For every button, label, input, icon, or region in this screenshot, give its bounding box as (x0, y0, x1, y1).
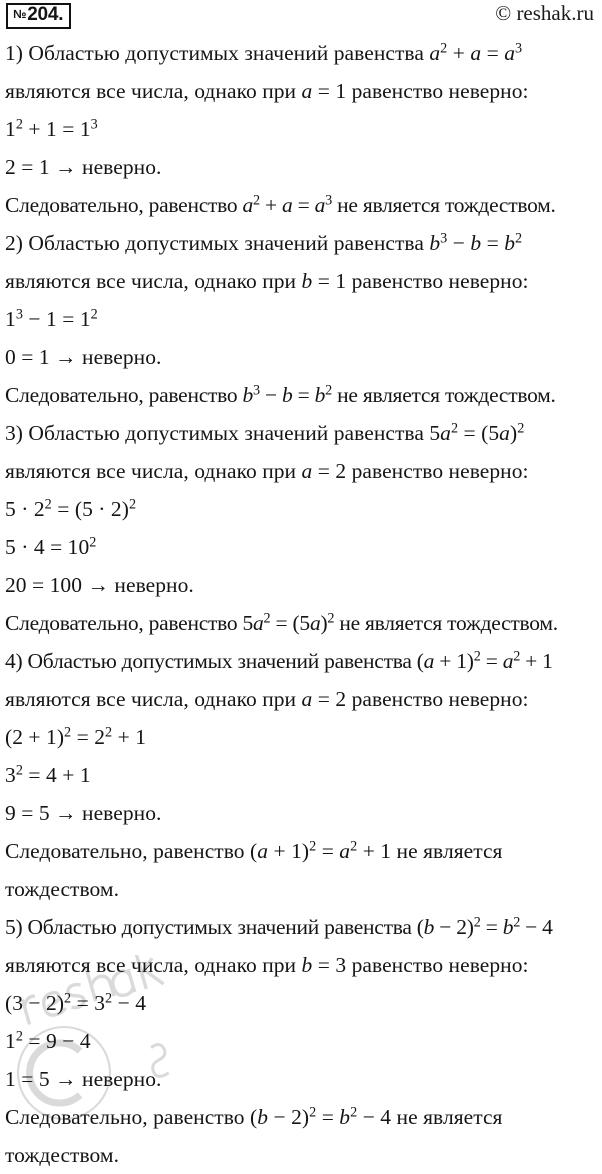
numero-sign: № (13, 7, 27, 21)
task-number-badge (6, 3, 71, 29)
solution-line: 2) Областью допустимых значений равенства $b^3 - b = b^2$ (5, 230, 523, 255)
solution-line: являются все числа, однако при a = 2 равенство неверно: (5, 459, 529, 483)
solution-line: 0 = 1 → неверно. (5, 345, 162, 369)
solution-line: $(2 + 1)^2 = 2^2 + 1$ (5, 724, 147, 749)
solution-line: 4) Областью допустимых значений равенства $(a + 1)^2 = a^2 + 1$ (5, 648, 553, 673)
solution-line: $3^2 = 4 + 1$ (5, 762, 91, 787)
solution-line: $1^3 - 1 = 1^2$ (5, 306, 98, 331)
copyright-notice: © reshak.ru (495, 1, 594, 25)
solution-line: 20 = 100 → неверно. (5, 573, 194, 597)
solution-line: 9 = 5 → неверно. (5, 801, 162, 825)
solution-line: Следовательно, равенство $b^3 - b = b^2$ не является тождеством. (5, 382, 556, 407)
solution-line: 1 = 5 → неверно. (5, 1067, 162, 1091)
page-header (0, 0, 602, 34)
solution-line: $5 \cdot 2^2 = (5 \cdot 2)^2$ (5, 496, 137, 521)
task-number: 204. (27, 4, 64, 25)
solution-body (0, 34, 602, 1174)
solution-line: являются все числа, однако при a = 2 равенство неверно: (5, 687, 529, 711)
solution-line: тождеством. (5, 1143, 120, 1167)
solution-line: являются все числа, однако при b = 1 равенство неверно: (5, 269, 529, 293)
solution-line: являются все числа, однако при a = 1 равенство неверно: (5, 79, 529, 103)
solution-line: $(3 - 2)^2 = 3^2 - 4$ (5, 990, 147, 1015)
solution-line: Следовательно, равенство $a^2 + a = a^3$ не является тождеством. (5, 192, 556, 217)
solution-line: Следовательно, равенство $5a^2 = (5a)^2$ не является тождеством. (5, 610, 558, 635)
solution-line: Следовательно, равенство $(a + 1)^2 = a^2 + 1$ не является (5, 838, 503, 863)
solution-line: $1^2 + 1 = 1^3$ (5, 116, 98, 141)
solution-line: $5 \cdot 4 = 10^2$ (5, 534, 97, 559)
solution-line: являются все числа, однако при b = 3 равенство неверно: (5, 953, 529, 977)
solution-line: $1^2 = 9 - 4$ (5, 1028, 91, 1053)
solution-line: тождеством. (5, 877, 120, 901)
solution-line: 5) Областью допустимых значений равенства $(b - 2)^2 = b^2 - 4$ (5, 914, 553, 939)
solution-line: 1) Областью допустимых значений равенства $a^2 + a = a^3$ (5, 40, 523, 65)
solution-line: 3) Областью допустимых значений равенства $5a^2 = (5a)^2$ (5, 420, 525, 445)
solution-line: Следовательно, равенство $(b - 2)^2 = b^2 - 4$ не является (5, 1104, 503, 1129)
solution-line: 2 = 1 → неверно. (5, 155, 162, 179)
